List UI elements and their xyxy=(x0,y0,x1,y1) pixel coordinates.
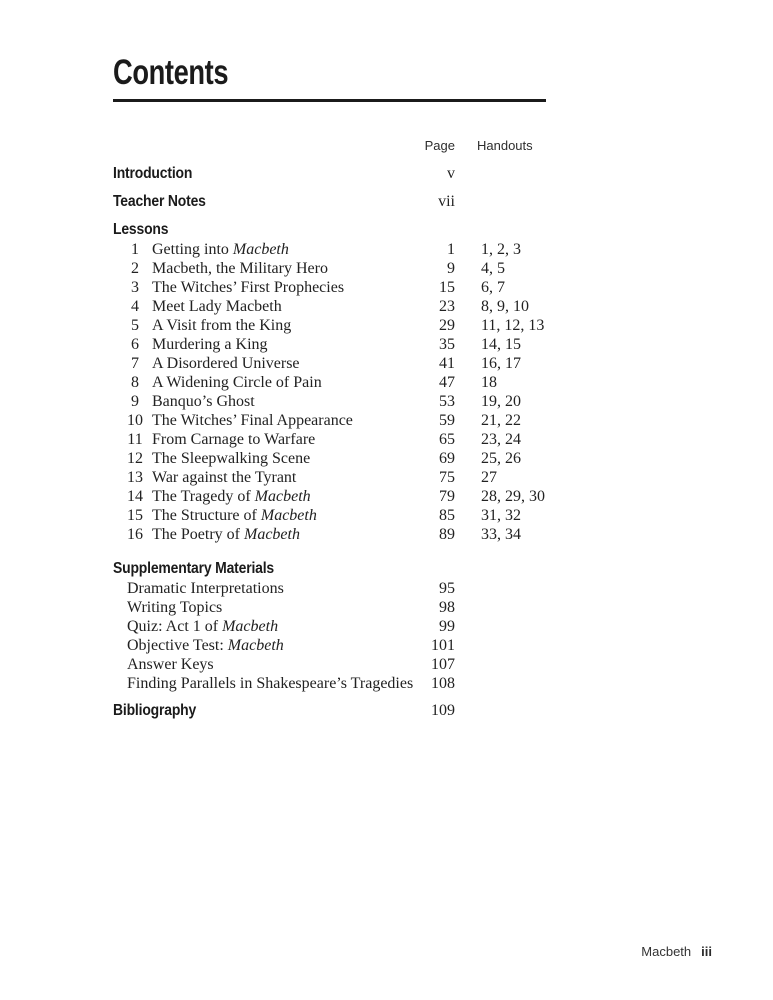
lesson-title: A Disordered Universe xyxy=(152,355,300,372)
table-of-contents xyxy=(113,53,546,721)
lesson-page-number: 23 xyxy=(439,298,455,315)
toc-supplementary-row xyxy=(113,579,546,598)
toc-lesson-row xyxy=(113,297,546,316)
supplementary-title-cell xyxy=(113,636,395,655)
supplementary-section-heading-row xyxy=(113,560,546,579)
column-header-row xyxy=(113,138,546,156)
teacher-notes-page-number: vii xyxy=(438,193,455,210)
lesson-title-cell xyxy=(113,506,395,525)
lesson-title: The Witches’ First Prophecies xyxy=(152,279,345,296)
lesson-title-cell xyxy=(113,297,395,316)
lesson-number: 11 xyxy=(127,431,143,448)
lesson-title-cell xyxy=(113,392,395,411)
lesson-title-cell xyxy=(113,316,395,335)
lesson-page-number: 79 xyxy=(439,488,455,505)
lesson-number: 10 xyxy=(127,412,143,429)
running-footer xyxy=(641,944,712,959)
lesson-title-cell xyxy=(113,373,395,392)
toc-lesson-row xyxy=(113,430,546,449)
page-title: Contents xyxy=(113,53,229,92)
supplementary-title-cell xyxy=(113,617,395,636)
lesson-handouts: 23, 24 xyxy=(481,431,521,448)
lesson-title-cell xyxy=(113,335,395,354)
lesson-number: 7 xyxy=(131,355,139,372)
lesson-title-italic: Macbeth xyxy=(254,488,311,505)
lesson-title: War against the Tyrant xyxy=(152,469,297,486)
supplementary-page-number: 98 xyxy=(439,599,455,616)
toc-lesson-row xyxy=(113,316,546,335)
toc-lesson-row xyxy=(113,411,546,430)
supplementary-page-number: 108 xyxy=(431,675,455,692)
footer-book-title: Macbeth xyxy=(641,944,692,959)
lesson-title: A Visit from the King xyxy=(152,317,292,334)
supplementary-title-cell xyxy=(113,655,395,674)
lesson-handouts: 31, 32 xyxy=(481,507,521,524)
lesson-title-cell xyxy=(113,525,395,544)
toc-lesson-row xyxy=(113,468,546,487)
lesson-number: 3 xyxy=(131,279,139,296)
lesson-handouts: 18 xyxy=(481,374,497,391)
lesson-title-italic: Macbeth xyxy=(260,507,317,524)
lesson-handouts: 14, 15 xyxy=(481,336,521,353)
column-header-page: Page xyxy=(424,138,455,153)
lesson-title-cell xyxy=(113,430,395,449)
supplementary-title-cell xyxy=(113,598,395,617)
toc-lesson-row xyxy=(113,354,546,373)
lesson-title-italic: Macbeth xyxy=(243,526,300,543)
supplementary-title-italic: Macbeth xyxy=(227,637,284,654)
supplementary-title-cell xyxy=(113,674,414,693)
lesson-page-number: 89 xyxy=(439,526,455,543)
bibliography-label: Bibliography xyxy=(113,702,197,719)
lesson-handouts: 6, 7 xyxy=(481,279,505,296)
lesson-title-cell xyxy=(113,449,395,468)
lesson-handouts: 27 xyxy=(481,469,497,486)
lesson-page-number: 65 xyxy=(439,431,455,448)
toc-lesson-row xyxy=(113,240,546,259)
teacher-notes-label: Teacher Notes xyxy=(113,193,206,210)
lesson-number: 6 xyxy=(131,336,139,353)
lesson-title: A Widening Circle of Pain xyxy=(152,374,322,391)
supplementary-page-number: 107 xyxy=(431,656,455,673)
lessons-section-heading-row xyxy=(113,221,546,240)
lesson-page-number: 47 xyxy=(439,374,455,391)
lesson-title: Banquo’s Ghost xyxy=(152,393,255,410)
toc-entry-introduction xyxy=(113,165,546,184)
toc-supplementary-row xyxy=(113,674,546,693)
lesson-title: Meet Lady Macbeth xyxy=(152,298,282,315)
lesson-page-number: 1 xyxy=(447,241,455,258)
introduction-page-number: v xyxy=(447,165,455,182)
lesson-title: From Carnage to Warfare xyxy=(152,431,316,448)
lesson-handouts: 8, 9, 10 xyxy=(481,298,529,315)
bibliography-page-number: 109 xyxy=(431,702,455,719)
toc-lesson-row xyxy=(113,506,546,525)
toc-supplementary-row xyxy=(113,598,546,617)
supplementary-title: Objective Test: Macbeth xyxy=(127,637,284,654)
lesson-page-number: 85 xyxy=(439,507,455,524)
supplementary-page-number: 95 xyxy=(439,580,455,597)
lesson-page-number: 41 xyxy=(439,355,455,372)
lesson-title: The Witches’ Final Appearance xyxy=(152,412,353,429)
lesson-page-number: 35 xyxy=(439,336,455,353)
introduction-label: Introduction xyxy=(113,165,193,182)
lesson-title: The Sleepwalking Scene xyxy=(152,450,311,467)
lesson-page-number: 53 xyxy=(439,393,455,410)
lessons-heading: Lessons xyxy=(113,221,169,238)
toc-lesson-row xyxy=(113,373,546,392)
supplementary-list xyxy=(113,579,546,693)
lesson-title-cell xyxy=(113,278,395,297)
lesson-handouts: 11, 12, 13 xyxy=(481,317,545,334)
supplementary-title-cell xyxy=(113,579,395,598)
lesson-handouts: 25, 26 xyxy=(481,450,521,467)
supplementary-heading: Supplementary Materials xyxy=(113,560,275,577)
lesson-handouts: 33, 34 xyxy=(481,526,521,543)
lesson-page-number: 59 xyxy=(439,412,455,429)
lesson-number: 1 xyxy=(131,241,139,258)
lesson-page-number: 15 xyxy=(439,279,455,296)
lesson-title-cell xyxy=(113,240,395,259)
lesson-number: 14 xyxy=(127,488,143,505)
lesson-handouts: 16, 17 xyxy=(481,355,521,372)
footer-folio-number: iii xyxy=(701,944,712,959)
lesson-page-number: 29 xyxy=(439,317,455,334)
lesson-handouts: 4, 5 xyxy=(481,260,505,277)
lesson-page-number: 75 xyxy=(439,469,455,486)
toc-lesson-row xyxy=(113,259,546,278)
supplementary-title: Writing Topics xyxy=(127,599,223,616)
supplementary-page-number: 101 xyxy=(431,637,455,654)
toc-supplementary-row xyxy=(113,617,546,636)
lesson-title: Getting into Macbeth xyxy=(152,241,289,258)
toc-lesson-row xyxy=(113,335,546,354)
lesson-title: The Structure of Macbeth xyxy=(152,507,317,524)
lesson-number: 2 xyxy=(131,260,139,277)
lesson-title: Murdering a King xyxy=(152,336,268,353)
lesson-number: 4 xyxy=(131,298,139,315)
toc-lesson-row xyxy=(113,487,546,506)
toc-lesson-row xyxy=(113,449,546,468)
lesson-page-number: 9 xyxy=(447,260,455,277)
toc-lesson-row xyxy=(113,278,546,297)
lesson-title-italic: Macbeth xyxy=(232,241,289,258)
lesson-title: The Poetry of Macbeth xyxy=(152,526,300,543)
toc-supplementary-row xyxy=(113,636,546,655)
supplementary-title: Quiz: Act 1 of Macbeth xyxy=(127,618,279,635)
toc-entry-teacher-notes xyxy=(113,193,546,212)
supplementary-title: Answer Keys xyxy=(127,656,214,673)
lesson-title-cell xyxy=(113,411,395,430)
lesson-title-cell xyxy=(113,468,395,487)
supplementary-page-number: 99 xyxy=(439,618,455,635)
lessons-list xyxy=(113,240,546,544)
lesson-handouts: 19, 20 xyxy=(481,393,521,410)
lesson-title: Macbeth, the Military Hero xyxy=(152,260,328,277)
lesson-page-number: 69 xyxy=(439,450,455,467)
toc-lesson-row xyxy=(113,525,546,544)
lesson-number: 13 xyxy=(127,469,143,486)
lesson-title-cell xyxy=(113,259,395,278)
lesson-number: 12 xyxy=(127,450,143,467)
toc-lesson-row xyxy=(113,392,546,411)
lesson-title: The Tragedy of Macbeth xyxy=(152,488,311,505)
toc-entry-bibliography xyxy=(113,702,546,721)
title-rule xyxy=(113,99,546,102)
lesson-number: 16 xyxy=(127,526,143,543)
lesson-number: 5 xyxy=(131,317,139,334)
supplementary-title: Dramatic Interpretations xyxy=(127,580,284,597)
lesson-handouts: 21, 22 xyxy=(481,412,521,429)
lesson-handouts: 28, 29, 30 xyxy=(481,488,545,505)
column-header-handouts: Handouts xyxy=(477,138,533,153)
supplementary-title: Finding Parallels in Shakespeare’s Tragedies xyxy=(127,675,414,692)
lesson-number: 8 xyxy=(131,374,139,391)
lesson-title-cell xyxy=(113,354,395,373)
toc-supplementary-row xyxy=(113,655,546,674)
lesson-number: 15 xyxy=(127,507,143,524)
lesson-number: 9 xyxy=(131,393,139,410)
lesson-handouts: 1, 2, 3 xyxy=(481,241,521,258)
lesson-title-cell xyxy=(113,487,395,506)
supplementary-title-italic: Macbeth xyxy=(222,618,279,635)
